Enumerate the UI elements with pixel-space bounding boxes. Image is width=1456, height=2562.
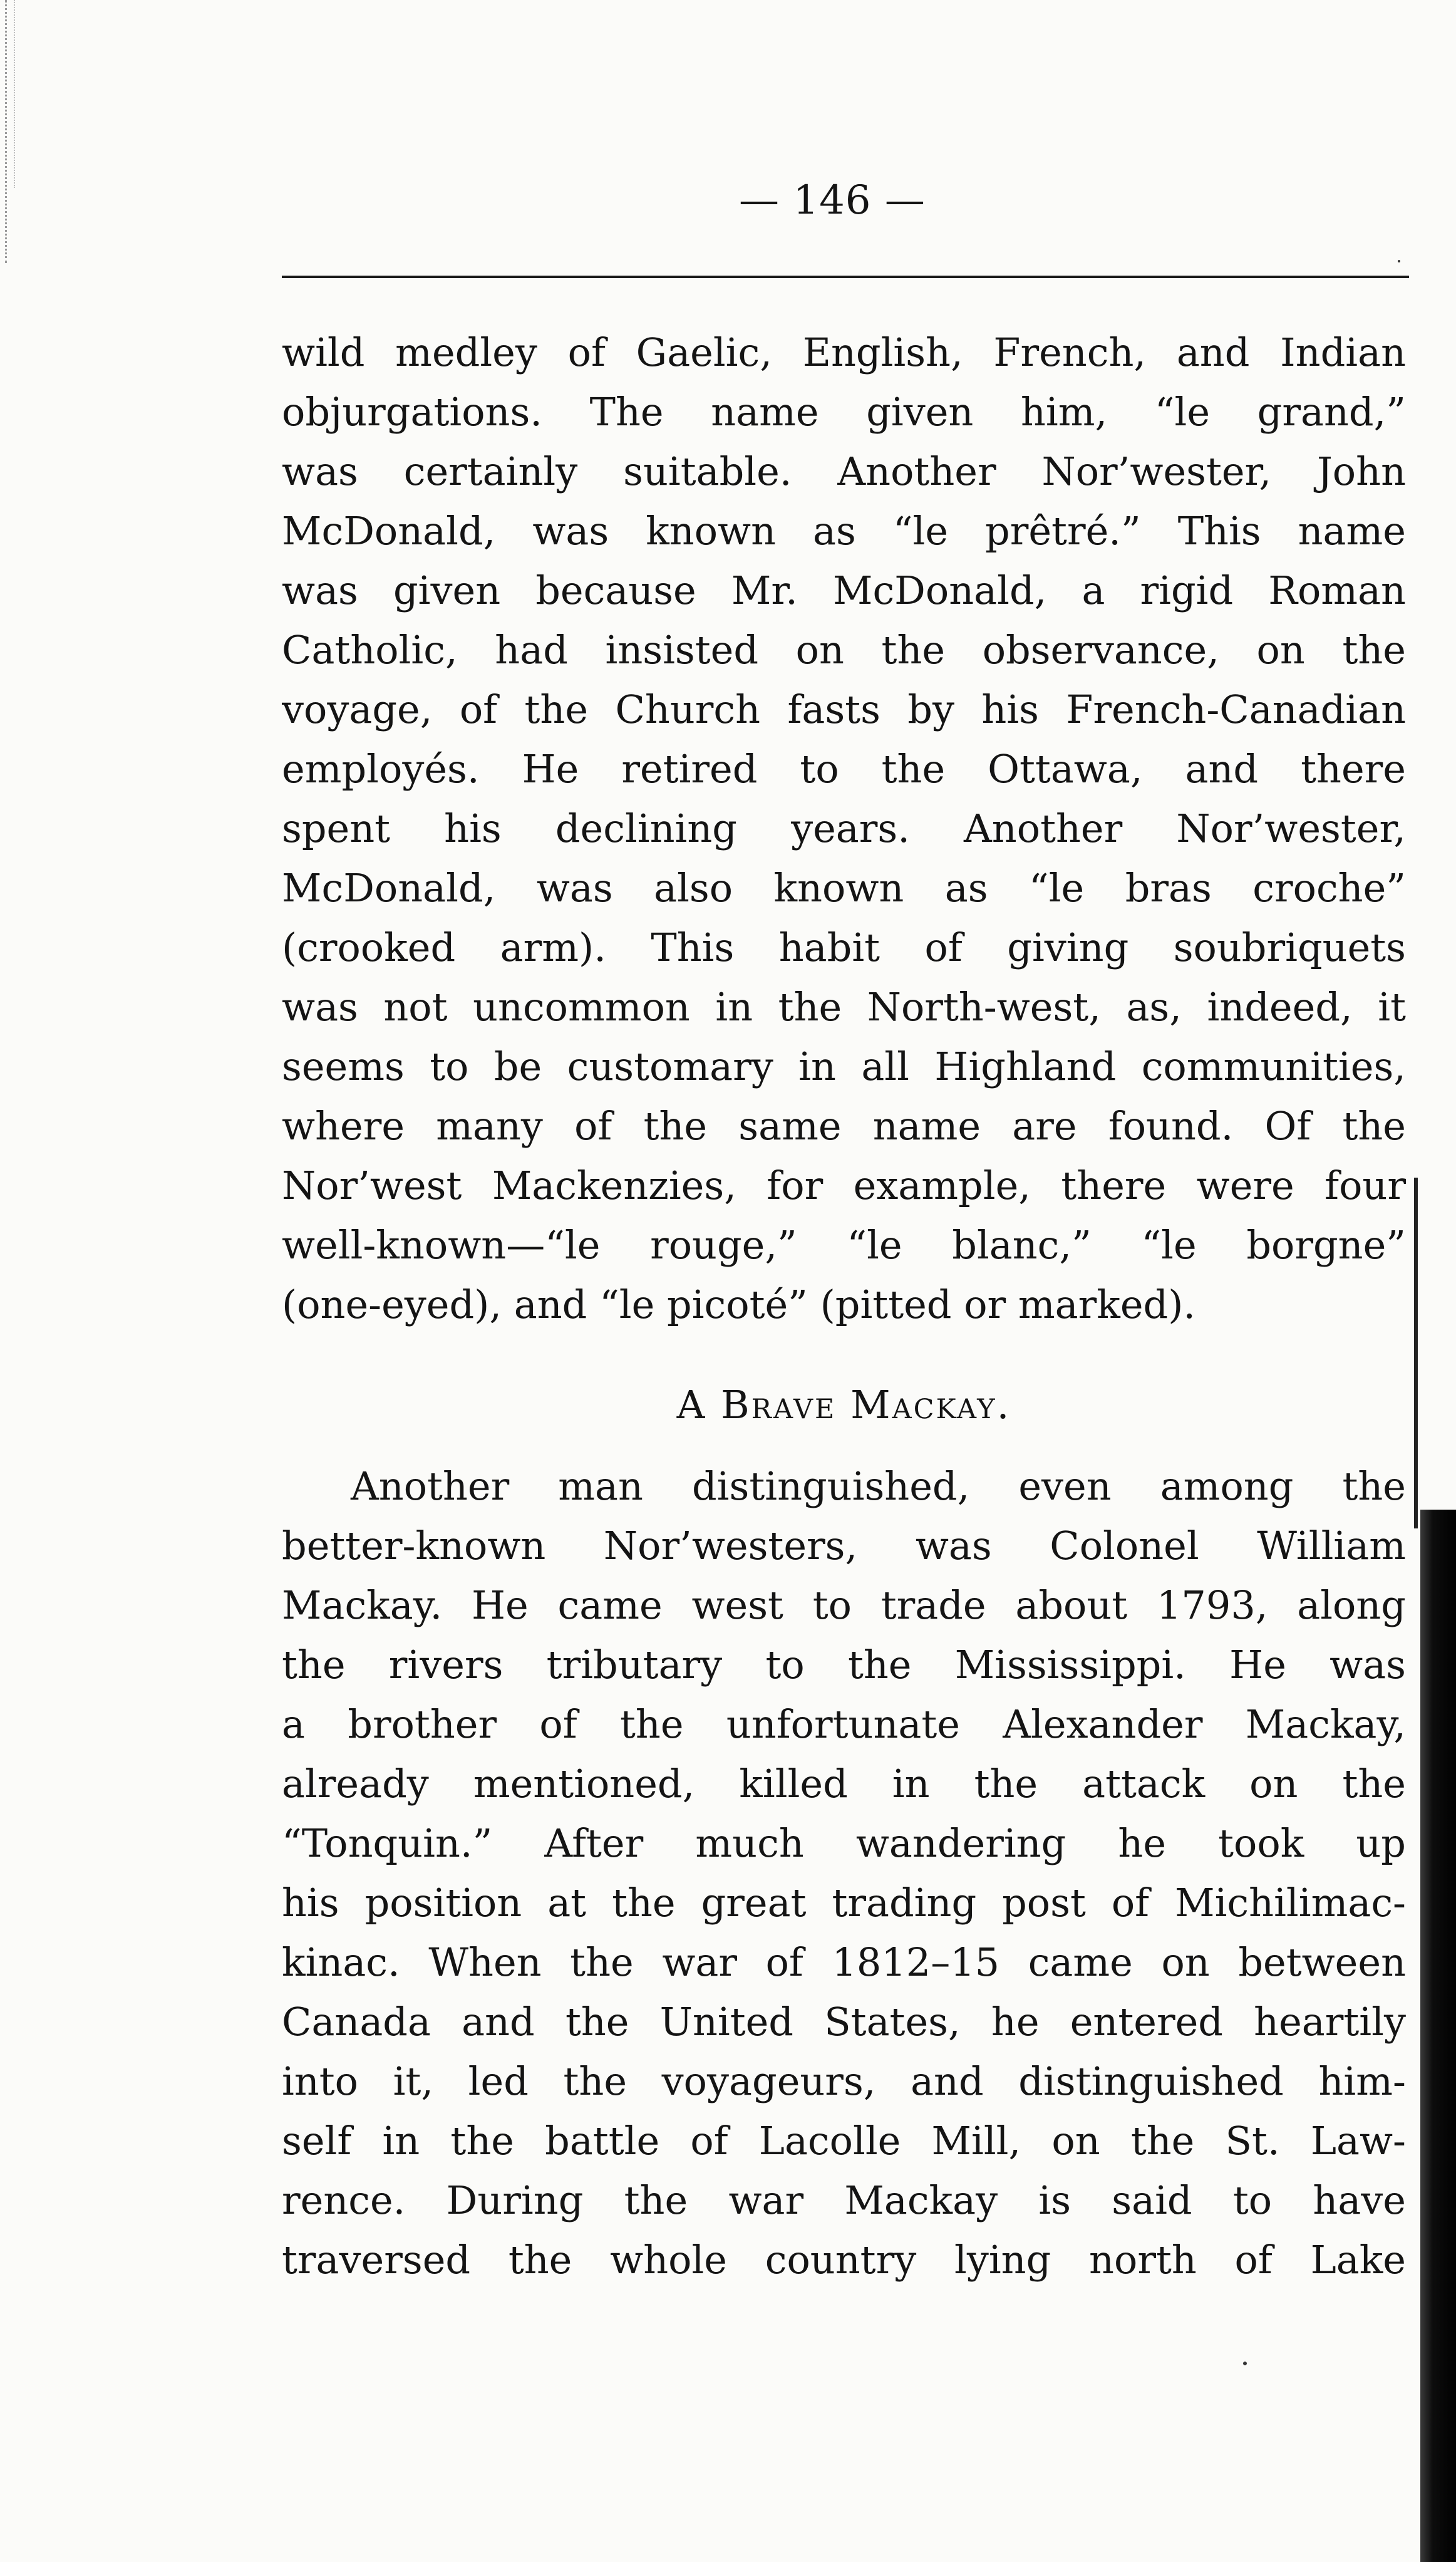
text-line: McDonald, was known as “le prêtré.” This name (282, 508, 1406, 554)
text-line: rence. During the war Mackay is said to have (282, 2177, 1406, 2223)
text-line: where many of the same name are found. Of the (282, 1103, 1406, 1149)
binding-shadow (1420, 1510, 1456, 2562)
text-line: kinac. When the war of 1812–15 came on between (282, 1939, 1406, 1985)
text-line: voyage, of the Church fasts by his French-Canadian (282, 687, 1406, 732)
text-line: was certainly suitable. Another Nor’wester, John (282, 449, 1406, 494)
text-line: objurgations. The name given him, “le grand,” (282, 389, 1406, 435)
page-edge-mark (14, 0, 18, 188)
text-line: was given because Mr. McDonald, a rigid Roman (282, 568, 1406, 613)
text-line: Catholic, had insisted on the observance, on the (282, 627, 1406, 673)
page-number: — 146 — (739, 177, 926, 224)
text-line: Mackay. He came west to trade about 1793, along (282, 1582, 1406, 1628)
text-line: (crooked arm). This habit of giving soubriquets (282, 925, 1406, 970)
paragraph-2 (282, 1456, 1406, 2290)
text-line: spent his declining years. Another Nor’wester, (282, 806, 1406, 851)
text-line: McDonald, was also known as “le bras croche” (282, 865, 1406, 911)
section-heading: A Brave Mackay. (676, 1382, 1011, 1428)
text-line: already mentioned, killed in the attack on the (282, 1761, 1406, 1807)
header-rule (282, 276, 1409, 278)
text-line: Canada and the United States, he entered heartily (282, 1999, 1406, 2045)
paragraph-1 (282, 323, 1406, 1334)
text-line: Nor’west Mackenzies, for example, there were four (282, 1163, 1406, 1208)
ink-speck (1243, 2362, 1247, 2365)
ink-speck (1398, 260, 1400, 262)
text-line: traversed the whole country lying north of Lake (282, 2237, 1406, 2283)
text-line: his position at the great trading post of Michilimac- (282, 1880, 1406, 1926)
text-line: into it, led the voyageurs, and distinguished him- (282, 2058, 1406, 2104)
text-line: self in the battle of Lacolle Mill, on the St. Law- (282, 2118, 1406, 2164)
text-line: Another man distinguished, even among the (351, 1463, 1406, 1509)
text-line: employés. He retired to the Ottawa, and there (282, 746, 1406, 792)
text-line: was not uncommon in the North-west, as, indeed, it (282, 984, 1406, 1030)
text-line: the rivers tributary to the Mississippi. He was (282, 1642, 1406, 1688)
text-line: a brother of the unfortunate Alexander Mackay, (282, 1701, 1406, 1747)
text-line: better-known Nor’westers, was Colonel William (282, 1523, 1406, 1569)
page-edge-mark (5, 0, 13, 263)
text-line: “Tonquin.” After much wandering he took up (282, 1820, 1406, 1866)
text-line: well-known—“le rouge,” “le blanc,” “le borgne” (282, 1222, 1406, 1268)
text-line: wild medley of Gaelic, English, French, and Indian (282, 329, 1406, 375)
binding-shadow (1414, 1178, 1418, 1528)
text-line: (one-eyed), and “le picoté” (pitted or marked). (282, 1282, 1196, 1327)
text-line: seems to be customary in all Highland communities, (282, 1044, 1406, 1089)
